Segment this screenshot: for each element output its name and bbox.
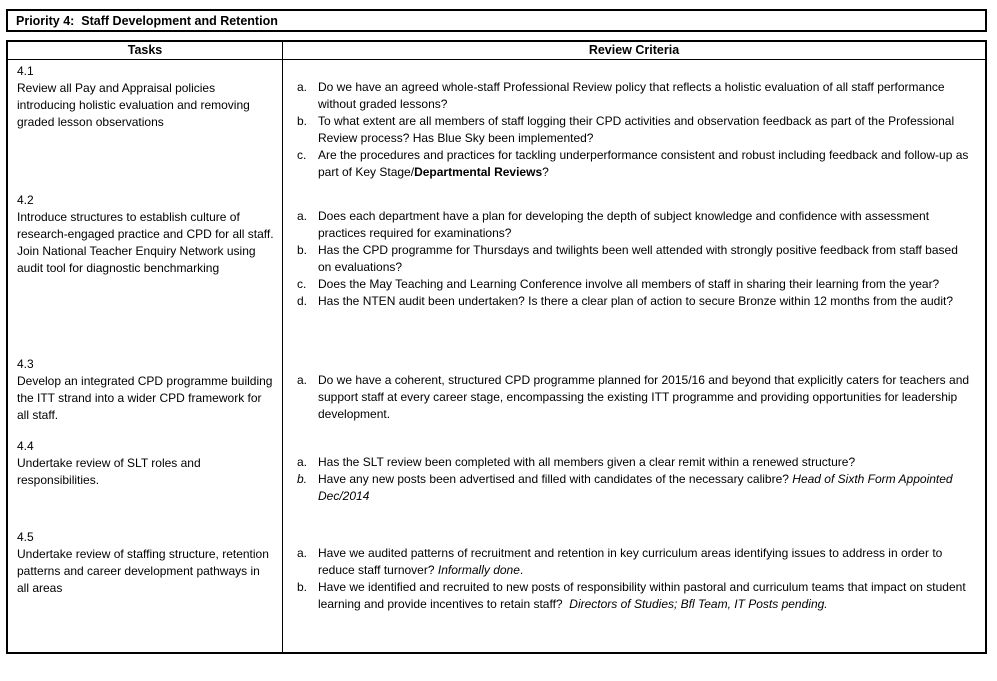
task-number: 4.2 bbox=[17, 193, 34, 207]
criteria-item bbox=[297, 454, 973, 471]
task-description: Undertake review of staffing structure, retention patterns and career development pathways in all areas bbox=[17, 547, 273, 595]
criteria-item bbox=[297, 471, 973, 505]
table-header-row bbox=[8, 42, 985, 60]
task-row bbox=[8, 526, 985, 652]
criteria-text bbox=[318, 276, 973, 293]
criteria-list bbox=[283, 435, 985, 526]
criteria-text bbox=[318, 113, 973, 147]
criteria-text bbox=[318, 454, 973, 471]
criteria-marker: b. bbox=[297, 472, 308, 486]
criteria-text bbox=[318, 242, 973, 276]
task-number: 4.4 bbox=[17, 439, 34, 453]
criteria-marker: c. bbox=[297, 148, 307, 162]
criteria-text-segment: Has the SLT review been completed with all members given a clear remit within a renewed structure? bbox=[318, 455, 856, 469]
criteria-marker: a. bbox=[297, 80, 308, 94]
document bbox=[6, 9, 987, 654]
task-number: 4.5 bbox=[17, 530, 34, 544]
criteria-marker: a. bbox=[297, 373, 308, 387]
criteria-text-segment: Head of Sixth Form Appointed Dec/2014 bbox=[318, 472, 956, 503]
criteria-marker: d. bbox=[297, 294, 308, 308]
criteria-item bbox=[297, 545, 973, 579]
criteria-list bbox=[283, 60, 985, 189]
criteria-text-segment: Have we identified and recruited to new posts of responsibility within pastoral and curriculum teams that impact on student learning and provide incentives to retain staff? bbox=[318, 580, 970, 611]
criteria-text bbox=[318, 471, 973, 505]
review-criteria-column-header: Review Criteria bbox=[588, 43, 680, 57]
criteria-text-segment: Does each department have a plan for developing the depth of subject knowledge and confidence with assessment practices required for examinations? bbox=[318, 209, 933, 240]
task-cell bbox=[8, 189, 283, 353]
criteria-text-segment: Are the procedures and practices for tackling underperformance consistent and robust including feedback and follow-up as part of Key Stage/ bbox=[318, 148, 972, 179]
criteria-text-segment: Do we have a coherent, structured CPD programme planned for 2015/16 and beyond that explicitly caters for teachers and support staff at every career stage, encompassing the existing ITT programme and providing opportunities for leadership development. bbox=[318, 373, 973, 421]
criteria-text-segment: To what extent are all members of staff logging their CPD activities and observation feedback as part of the Professional Review process? Has Blue Sky been implemented? bbox=[318, 114, 958, 145]
criteria-list bbox=[283, 189, 985, 353]
task-description: Develop an integrated CPD programme building the ITT strand into a wider CPD framework for all staff. bbox=[17, 374, 276, 422]
criteria-marker: b. bbox=[297, 114, 308, 128]
criteria-text-segment: Directors of Studies; Bfl Team, IT Posts pending. bbox=[569, 597, 828, 611]
task-row bbox=[8, 435, 985, 526]
criteria-marker: c. bbox=[297, 277, 307, 291]
task-number: 4.1 bbox=[17, 64, 34, 78]
task-row bbox=[8, 353, 985, 435]
criteria-text bbox=[318, 372, 973, 423]
criteria-list bbox=[283, 353, 985, 435]
task-cell bbox=[8, 60, 283, 189]
criteria-text-segment: Have any new posts been advertised and filled with candidates of the necessary calibre? bbox=[318, 472, 793, 486]
criteria-list bbox=[283, 526, 985, 652]
task-number: 4.3 bbox=[17, 357, 34, 371]
criteria-text-segment: ? bbox=[542, 165, 549, 179]
criteria-text bbox=[318, 293, 973, 310]
criteria-text bbox=[318, 147, 973, 181]
criteria-item bbox=[297, 276, 973, 293]
criteria-text bbox=[318, 208, 973, 242]
criteria-text-segment: Departmental Reviews bbox=[414, 165, 543, 179]
criteria-item bbox=[297, 79, 973, 113]
criteria-text-segment: Does the May Teaching and Learning Conference involve all members of staff in sharing their learning from the year? bbox=[318, 277, 940, 291]
task-cell bbox=[8, 353, 283, 435]
criteria-item bbox=[297, 372, 973, 423]
criteria-text bbox=[318, 79, 973, 113]
criteria-item bbox=[297, 113, 973, 147]
criteria-text bbox=[318, 579, 973, 613]
task-row bbox=[8, 60, 985, 189]
task-description: Undertake review of SLT roles and responsibilities. bbox=[17, 456, 204, 487]
table-body bbox=[8, 60, 985, 652]
criteria-marker: a. bbox=[297, 546, 308, 560]
tasks-column-header: Tasks bbox=[8, 42, 283, 59]
criteria-text-segment: Do we have an agreed whole-staff Professional Review policy that reflects a holistic evaluation of all staff performance without graded lessons? bbox=[318, 80, 948, 111]
task-cell bbox=[8, 526, 283, 652]
task-description: Introduce structures to establish culture of research-engaged practice and CPD for all staff. Join National Teacher Enquiry Network using audit tool for diagnostic benchmarking bbox=[17, 210, 281, 275]
criteria-text-segment: . bbox=[519, 563, 524, 577]
criteria-text bbox=[318, 545, 973, 579]
task-cell bbox=[8, 435, 283, 526]
task-row bbox=[8, 189, 985, 353]
task-description: Review all Pay and Appraisal policies introducing holistic evaluation and removing graded lesson observations bbox=[17, 81, 254, 129]
criteria-marker: b. bbox=[297, 580, 308, 594]
criteria-text-segment: Has the NTEN audit been undertaken? Is there a clear plan of action to secure Bronze within 12 months from the audit? bbox=[318, 294, 954, 308]
criteria-text-segment: Has the CPD programme for Thursdays and twilights been well attended with strongly positive feedback from staff based on evaluations? bbox=[318, 243, 962, 274]
criteria-text-segment: Informally done bbox=[437, 563, 520, 577]
criteria-marker: a. bbox=[297, 209, 308, 223]
criteria-marker: b. bbox=[297, 243, 308, 257]
review-table bbox=[6, 40, 987, 654]
criteria-marker: a. bbox=[297, 455, 308, 469]
criteria-item bbox=[297, 293, 973, 310]
criteria-item bbox=[297, 147, 973, 181]
criteria-item bbox=[297, 208, 973, 242]
criteria-item bbox=[297, 579, 973, 613]
criteria-text-segment: Have we audited patterns of recruitment and retention in key curriculum areas identifying issues to address in order to reduce staff turnover? bbox=[318, 546, 946, 577]
criteria-item bbox=[297, 242, 973, 276]
priority-title: Priority 4: Staff Development and Retention bbox=[6, 9, 987, 32]
